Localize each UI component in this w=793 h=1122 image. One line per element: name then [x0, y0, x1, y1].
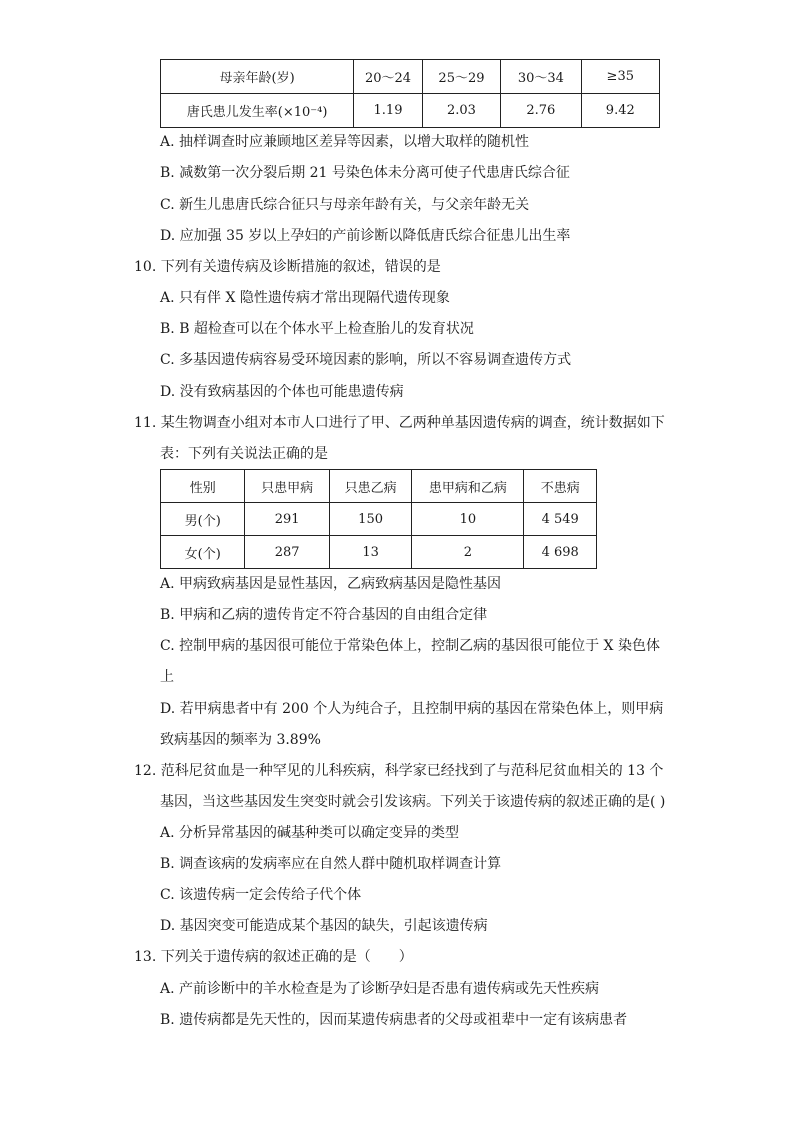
q11-option-a: A. 甲病致病基因是显性基因，乙病致病基因是隐性基因: [160, 576, 502, 592]
q9-option-a: A. 抽样调查时应兼顾地区差异等因素，以增大取样的随机性: [160, 134, 530, 150]
table-row: [161, 470, 597, 503]
table-cell: 10: [412, 503, 524, 536]
table-cell: 291: [245, 503, 329, 536]
table-cell: 男(个): [161, 503, 245, 536]
q12-stem-line1: 12. 范科尼贫血是一种罕见的儿科疾病，科学家已经找到了与范科尼贫血相关的 13 个: [134, 763, 664, 779]
maternal-age-table: [160, 59, 660, 128]
q9-option-b: B. 减数第一次分裂后期 21 号染色体未分离可使子代患唐氏综合征: [160, 165, 570, 181]
table-header-cell: 母亲年龄(岁): [161, 60, 354, 94]
table-row: [161, 60, 660, 94]
q10-option-d: D. 没有致病基因的个体也可能患遗传病: [160, 384, 404, 400]
q12-option-d: D. 基因突变可能造成某个基因的缺失，引起该遗传病: [160, 918, 488, 934]
disease-survey-table: [160, 469, 597, 569]
q10-option-b: B. B 超检查可以在个体水平上检查胎儿的发育状况: [160, 321, 474, 337]
q9-option-c: C. 新生儿患唐氏综合征只与母亲年龄有关，与父亲年龄无关: [160, 197, 530, 213]
q11-option-c-line2: 上: [160, 669, 174, 685]
table-cell: 女(个): [161, 536, 245, 569]
q12-stem-line2: 基因，当这些基因发生突变时就会引发该病。下列关于该遗传病的叙述正确的是( ): [160, 794, 666, 810]
table-header-cell: 不患病: [524, 470, 597, 503]
table-row: [161, 94, 660, 128]
table-header-cell: 患甲病和乙病: [412, 470, 524, 503]
q12-option-c: C. 该遗传病一定会传给子代个体: [160, 887, 362, 903]
q11-option-d-line1: D. 若甲病患者中有 200 个人为纯合子，且控制甲病的基因在常染色体上，则甲病: [160, 701, 664, 717]
q11-option-c-line1: C. 控制甲病的基因很可能位于常染色体上，控制乙病的基因很可能位于 X 染色体: [160, 638, 660, 654]
q11-option-b: B. 甲病和乙病的遗传肯定不符合基因的自由组合定律: [160, 607, 488, 623]
q13-stem: 13. 下列关于遗传病的叙述正确的是（ ）: [134, 949, 413, 965]
table-row: [161, 503, 597, 536]
q12-option-a: A. 分析异常基因的碱基种类可以确定变异的类型: [160, 825, 460, 841]
table-cell: 13: [329, 536, 411, 569]
table-row-label: 唐氏患儿发生率(×10⁻⁴): [161, 94, 354, 128]
table-cell: 4 549: [524, 503, 597, 536]
table-cell: 4 698: [524, 536, 597, 569]
table-cell: 1.19: [354, 94, 423, 128]
table-cell: 9.42: [581, 94, 659, 128]
table-header-cell: 30～34: [501, 60, 581, 94]
table-cell: 2: [412, 536, 524, 569]
table-header-cell: 20～24: [354, 60, 423, 94]
table-row: [161, 536, 597, 569]
table-header-cell: ≥35: [581, 60, 659, 94]
q13-option-a: A. 产前诊断中的羊水检查是为了诊断孕妇是否患有遗传病或先天性疾病: [160, 981, 600, 997]
table-cell: 150: [329, 503, 411, 536]
q11-stem-line1: 11. 某生物调查小组对本市人口进行了甲、乙两种单基因遗传病的调查，统计数据如下: [134, 415, 665, 431]
table-header-cell: 性别: [161, 470, 245, 503]
q11-stem-line2: 表：下列有关说法正确的是: [160, 446, 328, 462]
table-cell: 2.76: [501, 94, 581, 128]
q10-option-a: A. 只有伴 X 隐性遗传病才常出现隔代遗传现象: [160, 290, 450, 306]
q11-option-d-line2: 致病基因的频率为 3.89%: [160, 732, 321, 748]
table-header-cell: 只患乙病: [329, 470, 411, 503]
table-cell: 2.03: [422, 94, 500, 128]
q10-option-c: C. 多基因遗传病容易受环境因素的影响，所以不容易调查遗传方式: [160, 352, 572, 368]
q9-option-d: D. 应加强 35 岁以上孕妇的产前诊断以降低唐氏综合征患儿出生率: [160, 228, 571, 244]
table-header-cell: 25～29: [422, 60, 500, 94]
table-cell: 287: [245, 536, 329, 569]
q12-option-b: B. 调查该病的发病率应在自然人群中随机取样调查计算: [160, 856, 502, 872]
table-header-cell: 只患甲病: [245, 470, 329, 503]
q10-stem: 10. 下列有关遗传病及诊断措施的叙述，错误的是: [134, 259, 441, 275]
q13-option-b: B. 遗传病都是先天性的，因而某遗传病患者的父母或祖辈中一定有该病患者: [160, 1012, 628, 1028]
